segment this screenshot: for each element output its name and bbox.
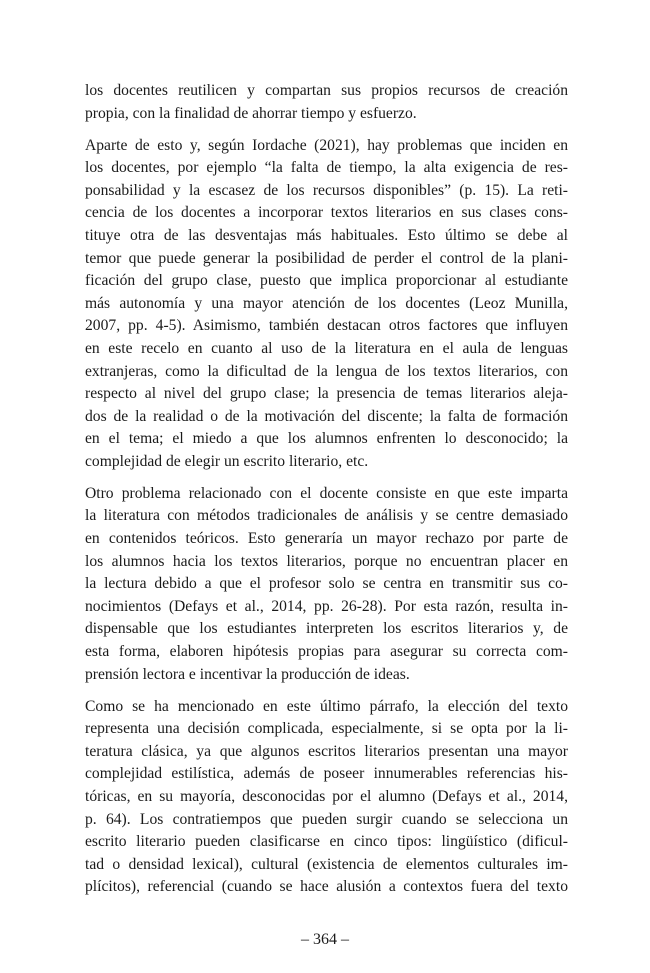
text-line: complejidad estilística, además de poseer innumerables referencias his- [85,765,568,783]
page-number: – 364 – [301,931,349,948]
paragraph [85,80,568,125]
text-line: prensión lectora e incentivar la producción de ideas. [85,665,410,683]
text-line: ficación del grupo clase, puesto que implica proporcionar al estudiante [85,272,568,290]
text-line: p. 64). Los contratiempos que pueden surgir cuando se selecciona un [85,810,568,828]
text-line: tituye otra de las desventajas más habituales. Esto último se debe al [85,226,568,244]
text-line: dos de la realidad o de la motivación del discente; la falta de formación [85,407,568,425]
text-line: esta forma, elaboren hipótesis propias para asegurar su correcta com- [85,643,568,661]
paragraph [85,483,568,686]
text-line: respecto al nivel del grupo clase; la presencia de temas literarios aleja- [85,385,568,403]
text-line: tóricas, en su mayoría, desconocidas por el alumno (Defays et al., 2014, [85,787,568,805]
text-line: más autonomía y una mayor atención de los docentes (Leoz Munilla, [85,294,568,312]
text-line: propia, con la finalidad de ahorrar tiempo y esfuerzo. [85,104,417,122]
page-body [85,80,568,908]
text-line: en contenidos teóricos. Esto generaría un mayor rechazo por parte de [85,530,568,548]
text-line: Aparte de esto y, según Iordache (2021), hay problemas que inciden en [85,136,568,154]
text-line: en este recelo en cuanto al uso de la literatura en el aula de lenguas [85,339,568,357]
text-line: los docentes, por ejemplo “la falta de tiempo, la alta exigencia de res- [85,159,568,177]
text-line: temor que puede generar la posibilidad de perder el control de la plani- [85,249,568,267]
text-line: extranjeras, como la dificultad de la lengua de los textos literarios, con [85,362,568,380]
text-line: la lectura debido a que el profesor solo se centra en transmitir sus co- [85,575,568,593]
text-line: representa una decisión complicada, especialmente, si se opta por la li- [85,720,568,738]
text-line: en el tema; el miedo a que los alumnos enfrenten lo desconocido; la [85,430,568,448]
text-line: dispensable que los estudiantes interpreten los escritos literarios y, de [85,620,568,638]
text-line: teratura clásica, ya que algunos escritos literarios presentan una mayor [85,742,568,760]
text-line: Otro problema relacionado con el docente consiste en que este imparta [85,484,568,502]
text-line: 2007, pp. 4-5). Asimismo, también destacan otros factores que influyen [85,317,568,335]
text-line: ponsabilidad y la escasez de los recursos disponibles” (p. 15). La reti- [85,181,568,199]
text-line: los docentes reutilicen y compartan sus propios recursos de creación [85,82,568,99]
text-line: cencia de los docentes a incorporar textos literarios en sus clases cons- [85,204,568,222]
text-line: los alumnos hacia los textos literarios, porque no encuentran placer en [85,552,568,570]
text-line: la literatura con métodos tradicionales de análisis y se centre demasiado [85,507,568,525]
paragraph [85,696,568,899]
text-line: tad o densidad lexical), cultural (existencia de elementos culturales im- [85,855,568,873]
text-line: complejidad de elegir un escrito literario, etc. [85,452,369,470]
paragraph [85,135,568,474]
text-line: nocimientos (Defays et al., 2014, pp. 26-28). Por esta razón, resulta in- [85,597,568,615]
text-line: escrito literario pueden clasificarse en cinco tipos: lingüístico (dificul- [85,833,568,851]
text-line: Como se ha mencionado en este último párrafo, la elección del texto [85,697,568,715]
text-line: plícitos), referencial (cuando se hace alusión a contextos fuera del texto [85,878,568,896]
